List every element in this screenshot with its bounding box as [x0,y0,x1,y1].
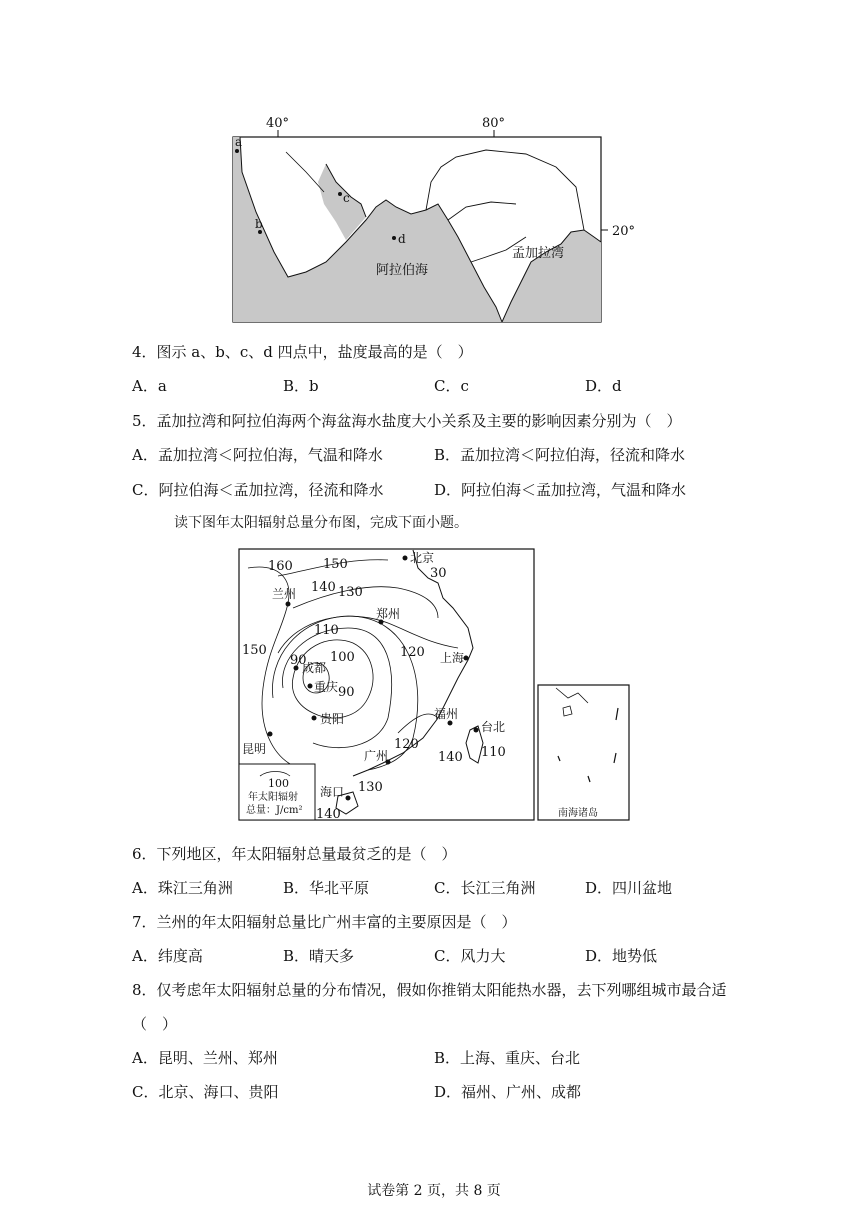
city-chengdu: 成都 [302,661,327,675]
q4-option-c[interactable]: C．c [434,377,469,395]
isoline-160: 160 [268,559,293,574]
question-7-stem: 7．兰州的年太阳辐射总量比广州丰富的主要原因是（ ） [132,913,517,931]
city-lanzhou: 兰州 [272,587,297,601]
legend-value: 100 [268,777,289,790]
q7-option-d[interactable]: D．地势低 [585,947,658,965]
south-china-sea-islands-label: 南海诸岛 [558,808,598,819]
q6-option-b[interactable]: B．华北平原 [283,879,370,897]
q4-option-d[interactable]: D．d [585,377,622,395]
isoline-30-beijing: 30 [430,566,447,581]
city-kunming: 昆明 [242,742,267,756]
q8-option-d[interactable]: D．福州、广州、成都 [434,1083,582,1101]
q4-option-a[interactable]: A．a [132,377,167,395]
legend-text-line1: 年太阳辐射 [248,792,298,803]
question-8-stem-bracket: （ ） [132,1015,178,1033]
longitude-40-label: 40° [266,116,290,131]
city-beijing: 北京 [410,551,435,565]
isoline-140-north: 140 [311,580,336,595]
q8-option-b[interactable]: B．上海、重庆、台北 [434,1049,581,1067]
city-chongqing: 重庆 [314,680,339,694]
isoline-110-taiwan: 110 [481,745,506,760]
longitude-80-label: 80° [482,116,506,131]
isoline-90-chengdu: 90 [290,653,307,668]
isoline-130-hainan: 130 [358,780,383,795]
latitude-20-label: 20° [612,224,636,239]
isoline-110-west: 110 [314,623,339,638]
isoline-140-fujian: 140 [438,750,463,765]
question-4-stem: 4．图示 a、b、c、d 四点中，盐度最高的是（ ） [132,343,473,361]
question-6-stem: 6．下列地区，年太阳辐射总量最贫乏的是（ ） [132,845,457,863]
q6-option-a[interactable]: A．珠江三角洲 [132,879,233,897]
q5-option-b[interactable]: B．孟加拉湾＜阿拉伯海，径流和降水 [434,446,686,464]
q7-option-c[interactable]: C．风力大 [434,947,506,965]
arabian-sea-map [226,112,646,328]
question-5-stem: 5．孟加拉湾和阿拉伯海两个海盆海水盐度大小关系及主要的影响因素分别为（ ） [132,412,682,430]
isoline-150-north: 150 [323,557,348,572]
point-d-label: d [398,232,406,246]
isoline-130-north: 130 [338,585,363,600]
city-guangzhou: 广州 [364,749,389,763]
isoline-120-east: 120 [400,645,425,660]
city-fuzhou: 福州 [434,707,459,721]
bay-of-bengal-label: 孟加拉湾 [512,246,565,261]
question-8-stem: 8．仅考虑年太阳辐射总量的分布情况，假如你推销太阳能热水器，去下列哪组城市最合适 [132,981,727,999]
point-a-label: a [235,135,243,149]
solar-radiation-map [238,548,634,822]
q4-option-b[interactable]: B．b [283,377,319,395]
arabian-sea-label: 阿拉伯海 [376,263,429,278]
q5-option-c[interactable]: C．阿拉伯海＜孟加拉湾，径流和降水 [132,481,384,499]
city-haikou: 海口 [320,785,345,799]
isoline-140-hainan: 140 [316,807,341,822]
q7-option-a[interactable]: A．纬度高 [132,947,203,965]
q7-option-b[interactable]: B．晴天多 [283,947,355,965]
city-taibei: 台北 [481,720,506,734]
q6-option-d[interactable]: D．四川盆地 [585,879,673,897]
isoline-100: 100 [330,650,355,665]
city-zhengzhou: 郑州 [376,607,401,621]
q5-option-a[interactable]: A．孟加拉湾＜阿拉伯海，气温和降水 [132,446,383,464]
reading-instruction: 读下图年太阳辐射总量分布图，完成下面小题。 [174,515,468,531]
q8-option-a[interactable]: A．昆明、兰州、郑州 [132,1049,278,1067]
q6-option-c[interactable]: C．长江三角洲 [434,879,536,897]
point-c-label: c [343,191,350,205]
point-b-label: b [255,217,263,231]
page-footer: 试卷第 2 页，共 8 页 [367,1183,501,1199]
q8-option-c[interactable]: C．北京、海口、贵阳 [132,1083,279,1101]
q5-option-d[interactable]: D．阿拉伯海＜孟加拉湾，气温和降水 [434,481,687,499]
isoline-120-south: 120 [394,737,419,752]
city-guiyang: 贵阳 [320,712,345,726]
isoline-90-chongqing: 90 [338,685,355,700]
legend-text-line2: 总量：J/cm² [246,805,303,816]
isoline-150-west: 150 [242,643,267,658]
city-shanghai: 上海 [440,651,465,665]
